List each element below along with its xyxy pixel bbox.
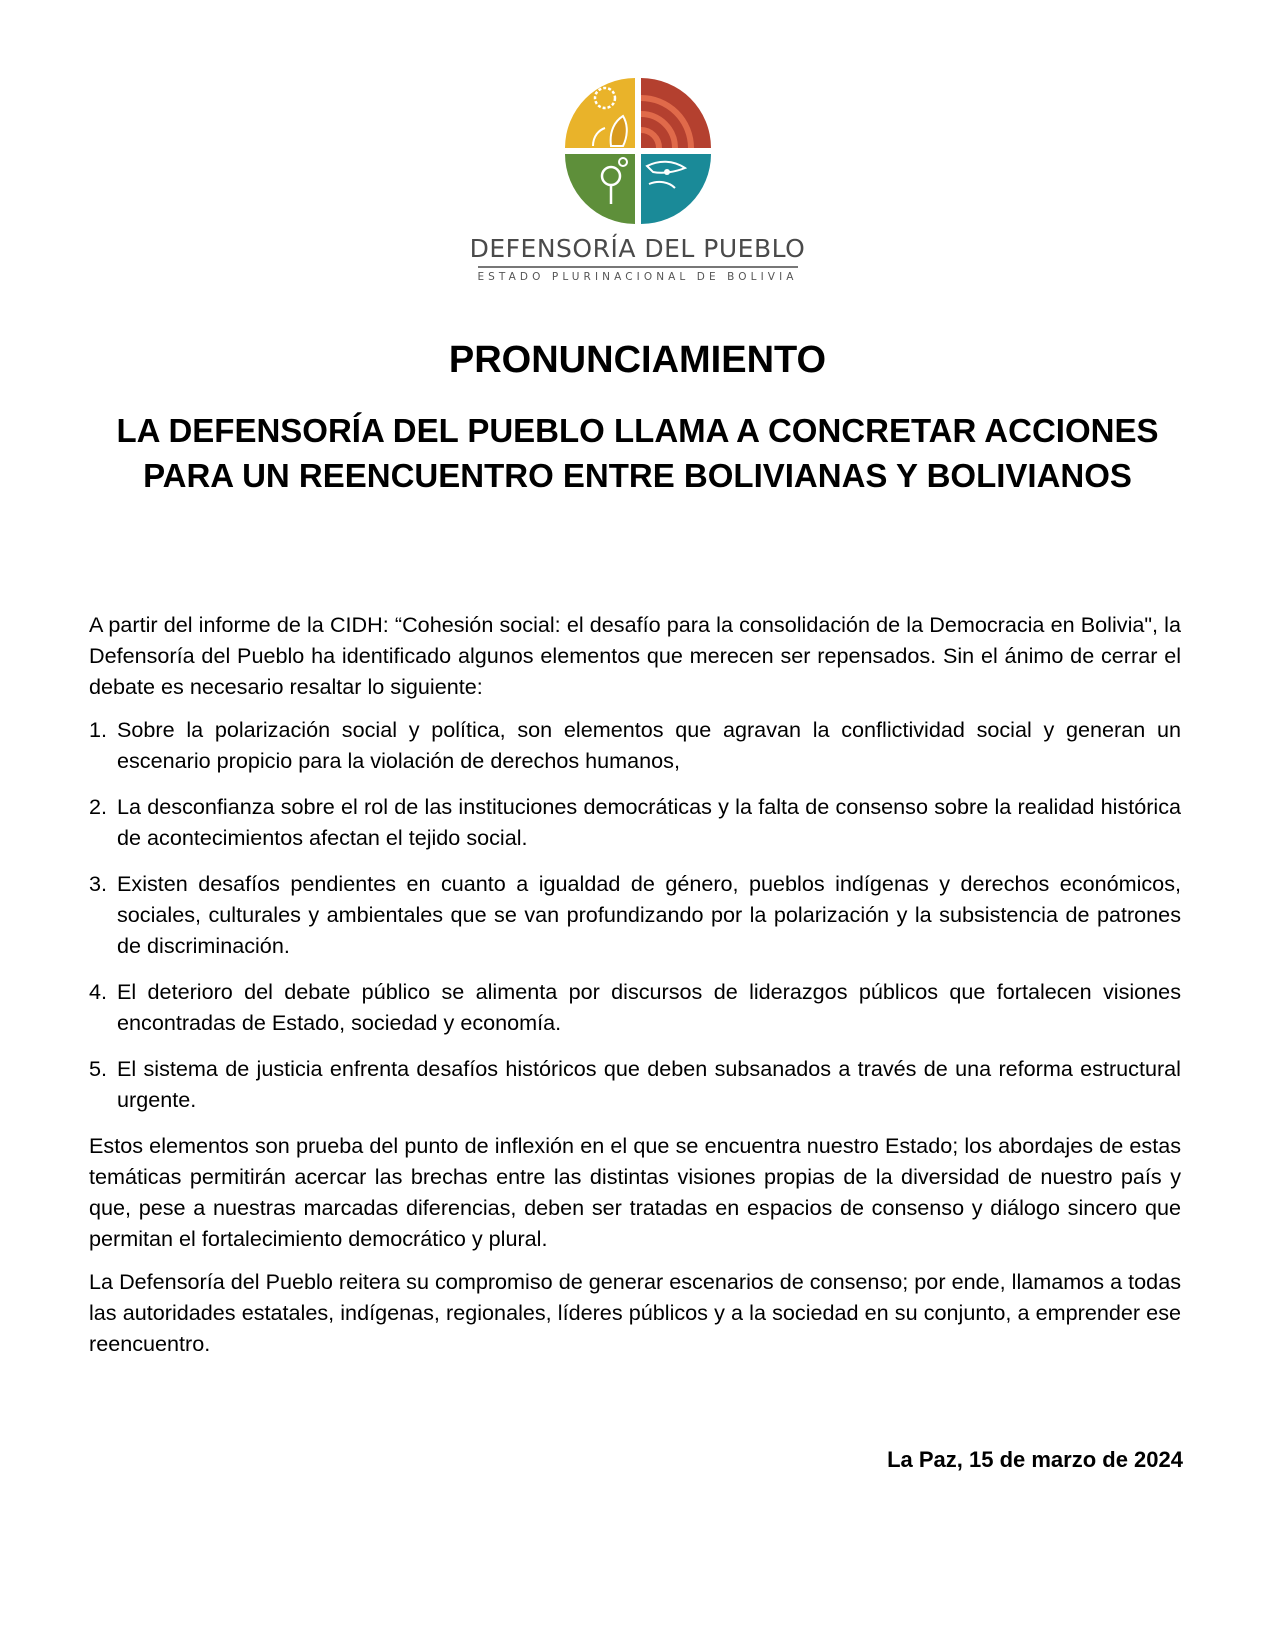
document-subheading: LA DEFENSORÍA DEL PUEBLO LLAMA A CONCRETAR ACCIONES PARA UN REENCUENTRO ENTRE BOLIVIANAS Y BOLIVIANOS: [116, 412, 1159, 494]
place-and-date: La Paz, 15 de marzo de 2024: [887, 1447, 1183, 1472]
list-item: [89, 976, 1181, 1038]
list-item-number: 2.: [89, 794, 108, 819]
institution-logo: [466, 76, 809, 296]
logo-title: DEFENSORÍA DEL PUEBLO: [469, 234, 806, 263]
list-item-number: 4.: [89, 979, 108, 1004]
logo-subtitle: ESTADO PLURINACIONAL DE BOLIVIA: [477, 271, 798, 283]
closing-paragraph-1: Estos elementos son prueba del punto de inflexión en el que se encuentra nuestro Estado; los abordajes de estas temáticas permitirán acercar las brechas entre las distintas visiones propias de la diversidad de nuestro país y que, pese a nuestras marcadas diferencias, deben ser tratadas en espacios de consenso y diálogo sincero que permitan el fortalecimiento democrático y plural.: [89, 1133, 1181, 1251]
list-item: [89, 868, 1181, 961]
list-item-text: El sistema de justicia enfrenta desafíos históricos que deben subsanados a través de una reforma estructural urgente.: [117, 1056, 1181, 1112]
list-item-text: El deterioro del debate público se alimenta por discursos de liderazgos públicos que fortalecen visiones encontradas de Estado, sociedad y economía.: [117, 979, 1181, 1035]
list-item-number: 3.: [89, 871, 108, 896]
list-item-text: La desconfianza sobre el rol de las instituciones democráticas y la falta de consenso sobre la realidad histórica de acontecimientos afectan el tejido social.: [117, 794, 1181, 850]
defensoria-emblem-icon: [563, 76, 713, 226]
list-item: [89, 714, 1181, 776]
document-heading: PRONUNCIAMIENTO: [448, 339, 827, 381]
list-item-number: 5.: [89, 1056, 108, 1081]
points-list: [89, 714, 1181, 1115]
intro-paragraph: A partir del informe de la CIDH: “Cohesión social: el desafío para la consolidación de la Democracia en Bolivia", la Defensoría del Pueblo ha identificado algunos elementos que merecen ser repensados. Sin el ánimo de cerrar el debate es necesario resaltar lo siguiente:: [89, 612, 1181, 699]
document-body: [89, 609, 1181, 1371]
list-item-text: Existen desafíos pendientes en cuanto a igualdad de género, pueblos indígenas y derechos económicos, sociales, culturales y ambientales que se van profundizando por la polarización y la subsistencia de patrones de discriminación.: [117, 871, 1181, 958]
list-item-text: Sobre la polarización social y política, son elementos que agravan la conflictividad social y generan un escenario propicio para la violación de derechos humanos,: [117, 717, 1181, 773]
logo-divider: [478, 266, 798, 268]
list-item-number: 1.: [89, 717, 108, 742]
list-item: [89, 1053, 1181, 1115]
closing-paragraph-2: La Defensoría del Pueblo reitera su compromiso de generar escenarios de consenso; por ende, llamamos a todas las autoridades estatales, indígenas, regionales, líderes públicos y a la sociedad en su conjunto, a emprender ese reencuentro.: [89, 1269, 1181, 1356]
list-item: [89, 791, 1181, 853]
